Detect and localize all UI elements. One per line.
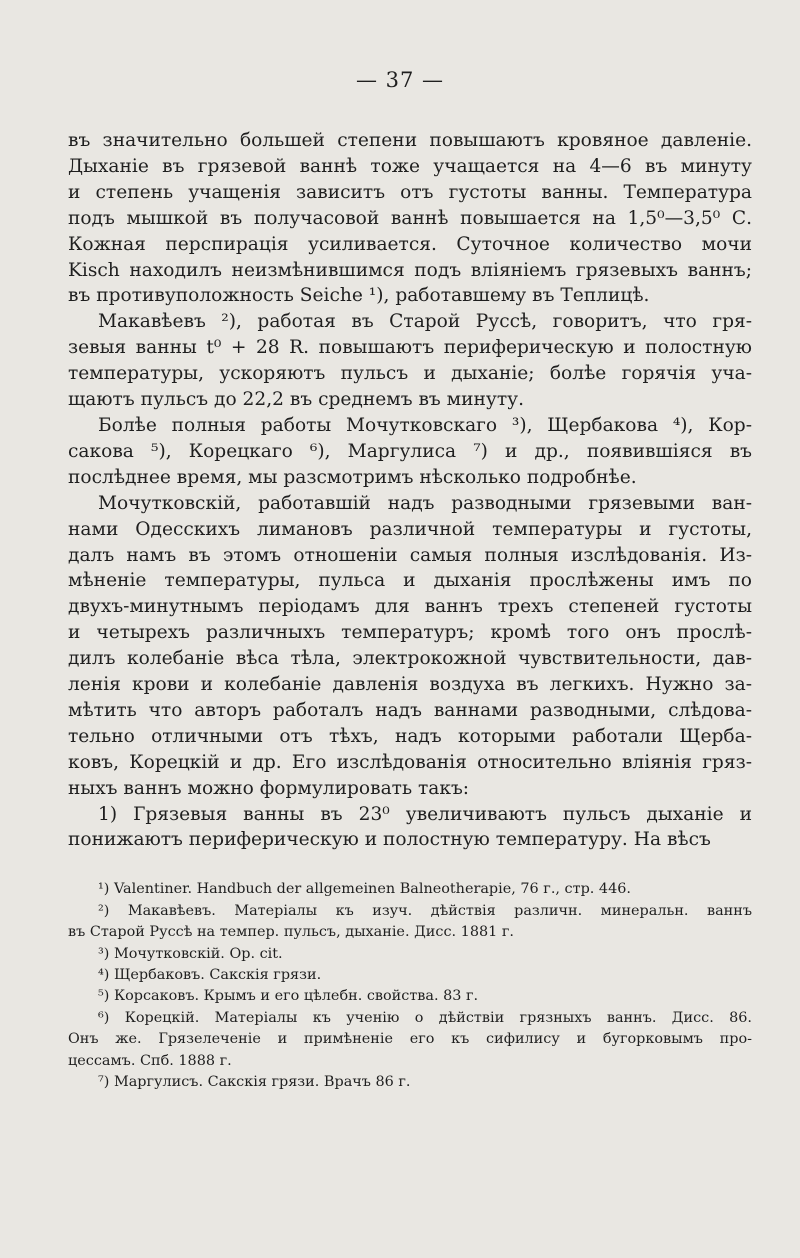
text-line: понижаютъ периферическую и полостную температуру. На вѣсъ	[68, 829, 711, 851]
text-line: 1) Грязевыя ванны въ 23⁰ увеличиваютъ пульсъ дыханіе и	[98, 803, 752, 825]
text-line: далъ намъ въ этомъ отношеніи самыя полныя изслѣдованія. Из-	[68, 544, 752, 566]
page-number: — 37 —	[355, 68, 445, 92]
text-line: Дыханіе въ грязевой ваннѣ тоже учащается на 4—6 въ минуту	[68, 155, 752, 177]
text-line: нами Одесскихъ лимановъ различной температуры и густоты,	[68, 518, 752, 540]
text-line: зевыя ванны t⁰ + 28 R. повышаютъ периферическую и полостную	[68, 337, 752, 359]
text-line: щаютъ пульсъ до 22,2 въ среднемъ въ минуту.	[68, 389, 524, 411]
text-line: послѣднее время, мы разсмотримъ нѣсколько подробнѣе.	[68, 466, 637, 488]
text-line: ныхъ ваннъ можно формулировать такъ:	[68, 777, 470, 799]
footnotes	[68, 879, 752, 1093]
text-line: Kisch находилъ неизмѣнившимся подъ вліяніемъ грязевыхъ ваннъ;	[68, 259, 752, 281]
text-line: Болѣе полныя работы Мочутковскаго ³), Щербакова ⁴), Кор-	[98, 414, 752, 436]
footnote-line: ¹) Valentiner. Handbuch der allgemeinen Balneotherapie, 76 г., стр. 446.	[98, 881, 631, 898]
text-line: Макавѣевъ ²), работая въ Старой Руссѣ, говоритъ, что гря-	[98, 311, 752, 333]
text-line: Кожная перспирація усиливается. Суточное количество мочи	[68, 233, 752, 255]
text-line: мѣтить что авторъ работалъ надъ ваннами разводными, слѣдова-	[68, 699, 752, 721]
text-line: подъ мышкой въ получасовой ваннѣ повышается на 1,5⁰—3,5⁰ С.	[68, 207, 752, 229]
text-line: ковъ, Корецкій и др. Его изслѣдованія относительно вліянія гряз-	[68, 751, 752, 773]
text-line: двухъ-минутнымъ періодамъ для ваннъ трехъ степеней густоты	[68, 596, 752, 618]
text-line: и степень учащенія зависитъ отъ густоты ванны. Температура	[68, 181, 752, 203]
footnote-line: въ Старой Руссѣ на темпер. пульсъ, дыханіе. Дисс. 1881 г.	[68, 924, 514, 941]
footnote-line: ³) Мочутковскій. Op. cit.	[98, 945, 283, 962]
text-line: ленія крови и колебаніе давленія воздуха въ легкихъ. Нужно за-	[68, 674, 752, 696]
text-line: въ значительно большей степени повышаютъ кровяное давленіе.	[68, 130, 752, 151]
footnote-line: ⁴) Щербаковъ. Сакскія грязи.	[98, 967, 322, 983]
text-line: дилъ колебаніе вѣса тѣла, электрокожной чувствительности, дав-	[68, 648, 752, 670]
text-line: сакова ⁵), Корецкаго ⁶), Маргулиса ⁷) и др., появившіяся въ	[68, 440, 752, 462]
footnote-line: ⁵) Корсаковъ. Крымъ и его цѣлебн. свойства. 83 г.	[98, 988, 479, 1005]
body-text	[68, 128, 752, 853]
footnote-line: ⁶) Корецкій. Матеріалы къ ученію о дѣйствіи грязныхъ ваннъ. Дисс. 86.	[98, 1009, 752, 1026]
footnote-line: ²) Макавѣевъ. Матеріалы къ изуч. дѣйствія различн. минеральн. ваннъ	[98, 902, 752, 919]
footnote-line: цессамъ. Спб. 1888 г.	[68, 1052, 232, 1069]
footnote-line: Онъ же. Грязелеченіе и примѣненіе его къ сифилису и бугорковымъ про-	[68, 1031, 752, 1048]
footnote-line: ⁷) Маргулисъ. Сакскія грязи. Врачъ 86 г.	[98, 1074, 411, 1091]
text-line: Мочутковскій, работавшій надъ разводными грязевыми ван-	[98, 492, 752, 514]
text-line: въ противуположность Seiche ¹), работавшему въ Теплицѣ.	[68, 285, 650, 307]
text-line: мѣненіе температуры, пульса и дыханія прослѣжены имъ по	[68, 570, 752, 592]
text-line: и четырехъ различныхъ температуръ; кромѣ того онъ прослѣ-	[68, 622, 752, 644]
text-line: температуры, ускоряютъ пульсъ и дыханіе; болѣе горячія уча-	[68, 363, 752, 385]
text-line: тельно отличными отъ тѣхъ, надъ которыми работали Щерба-	[68, 725, 752, 747]
